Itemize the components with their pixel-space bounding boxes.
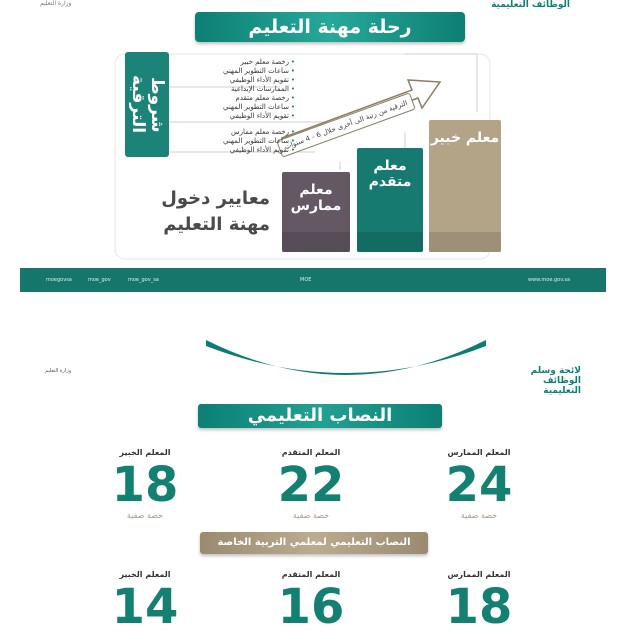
rank-label: معلم خبير [430, 130, 500, 146]
footer-link-3[interactable]: moe_gov_sa [128, 277, 159, 283]
column-value: 14 [111, 579, 179, 635]
rank-label: معلم ممارس [290, 182, 342, 214]
column-value: 18 [445, 579, 513, 635]
column-unit: حصة صفية [126, 511, 164, 520]
entry-criteria-heading: معايير دخول مهنة التعليم [161, 188, 270, 235]
rank-bar-advanced [357, 148, 423, 252]
column-label: المعلم المتقدم [281, 570, 341, 579]
jobs-logo-bottom [505, 366, 581, 396]
requirement-item: • ساعات التطوير المهني [175, 137, 295, 146]
requirement-item: • رخصة معلم متقدم [175, 94, 295, 103]
bar-base [429, 232, 501, 252]
column-value: 18 [111, 457, 179, 513]
logo-line-1: لائحة وسلم [530, 366, 581, 376]
requirements-advanced [175, 94, 295, 121]
column-label: المعلم المتقدم [281, 448, 341, 457]
requirements-practitioner [175, 128, 295, 155]
footer-link-2[interactable]: moe_gov [88, 277, 111, 283]
load-column-expert [85, 448, 205, 520]
requirement-item: • الممارسات الإبداعية [175, 85, 295, 94]
special-education-banner: النصاب التعليمي لمعلمي التربية الخاصة [200, 532, 428, 554]
rank-bar-expert [429, 120, 501, 252]
footer-link-1[interactable]: moegovsa [46, 277, 72, 283]
requirement-item: • رخصة معلم خبير [175, 58, 295, 67]
load-column-advanced [251, 448, 371, 520]
bar-base [357, 232, 423, 252]
footer-logo: MOE [300, 277, 312, 283]
column-label: المعلم الممارس [447, 570, 511, 579]
top-wave-decoration [206, 340, 486, 380]
requirement-item: • رخصة معلم ممارس [175, 128, 295, 137]
column-label: المعلم الممارس [447, 448, 511, 457]
requirement-item: • ساعات التطوير المهني [175, 103, 295, 112]
requirement-item: • تقويم الأداء الوظيفي [175, 146, 295, 155]
journey-title: رحلة مهنة التعليم [195, 12, 465, 42]
column-value: 24 [445, 457, 513, 513]
rank-bar-practitioner [282, 172, 350, 252]
requirement-item: • تقويم الأداء الوظيفي [175, 112, 295, 121]
column-label: المعلم الخبير [119, 570, 171, 579]
rank-label: معلم متقدم [368, 158, 412, 190]
teaching-load-title: النصاب التعليمي [198, 404, 442, 428]
column-label: المعلم الخبير [119, 448, 171, 457]
promotion-note: الترقية من رتبة الى أخرى خلال 6 - 4 سنوات [276, 92, 416, 157]
load-column-practitioner [419, 448, 539, 520]
special-column-practitioner [419, 570, 539, 635]
special-column-expert [85, 570, 205, 635]
column-unit: حصة صفية [460, 511, 498, 520]
logo-line-2: الوظائف التعليمية [542, 376, 581, 396]
jobs-logo-top: الوظائف التعليمية [491, 0, 570, 10]
bar-base [282, 232, 350, 252]
ministry-logo-top: وزارة التعليم [40, 0, 72, 7]
column-unit: حصة صفية [292, 511, 330, 520]
column-value: 22 [277, 457, 345, 513]
footer-website[interactable]: www.moe.gov.sa [528, 277, 571, 283]
column-value: 16 [277, 579, 345, 635]
special-column-advanced [251, 570, 371, 635]
requirement-item: • تقويم الأداء الوظيفي [175, 76, 295, 85]
requirement-item: • ساعات التطوير المهني [175, 67, 295, 76]
ministry-logo-bottom: وزارة التعليم [45, 368, 72, 374]
slide-footer [20, 268, 606, 292]
requirements-expert [175, 58, 295, 94]
promotion-conditions-label: شروط الترقية [125, 52, 169, 157]
